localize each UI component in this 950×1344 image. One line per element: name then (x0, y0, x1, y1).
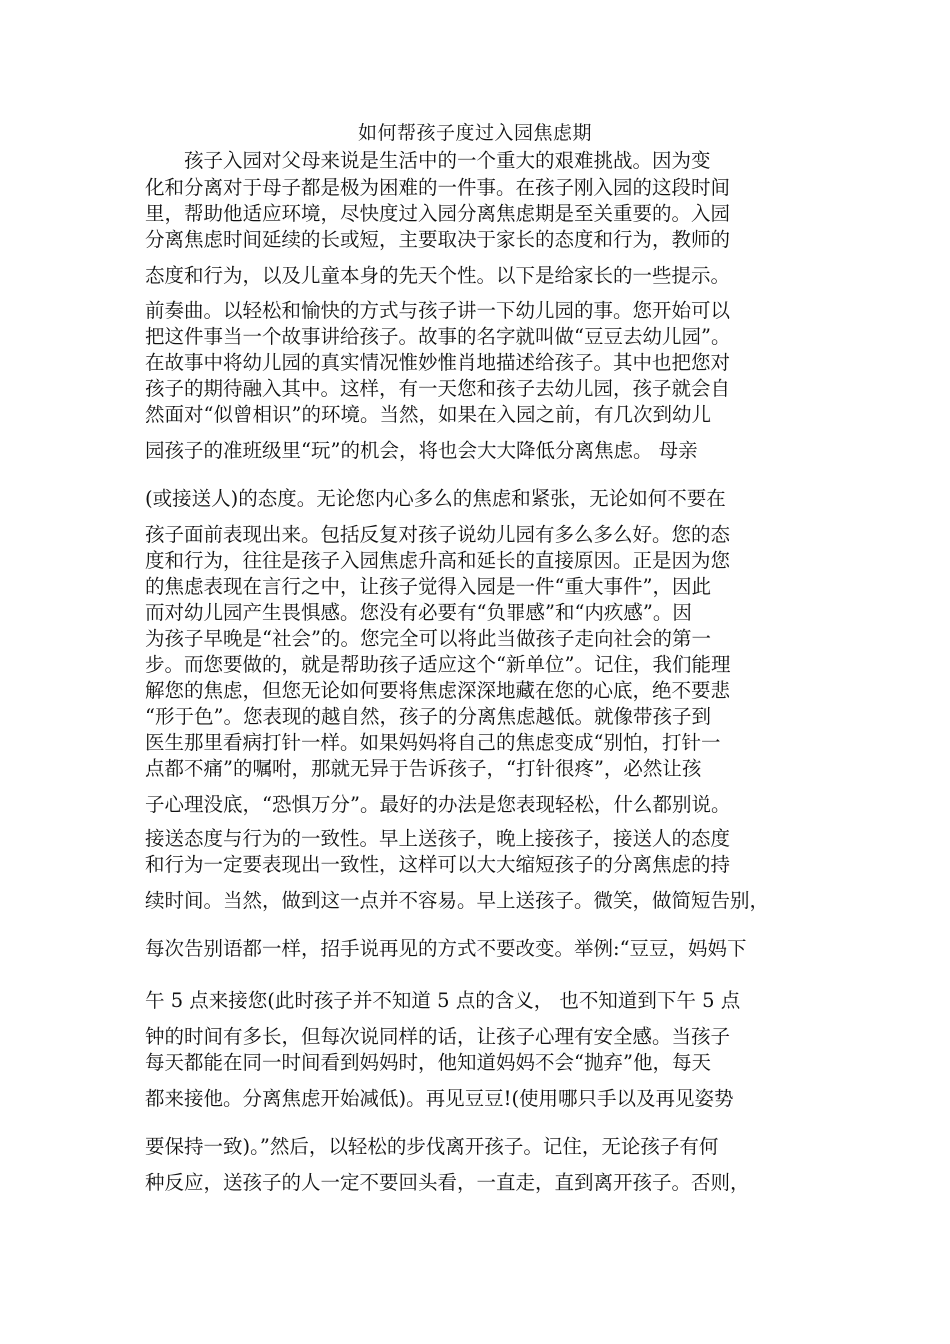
paragraph-line: 医生那里看病打针一样。如果妈妈将自己的焦虑变成“别怕，打针一 (145, 731, 721, 754)
paragraph-line: 为孩子早晚是“社会”的。您完全可以将此当做孩子走向社会的第一 (145, 627, 711, 650)
paragraph-line: 度和行为，往往是孩子入园焦虑升高和延长的直接原因。正是因为您 (145, 549, 731, 572)
paragraph-line: 在故事中将幼儿园的真实情况惟妙惟肖地描述给孩子。其中也把您对 (145, 351, 731, 374)
paragraph-line: 而对幼儿园产生畏惧感。您没有必要有“负罪感”和“内疚感”。因 (145, 601, 692, 624)
paragraph-line: 步。而您要做的，就是帮助孩子适应这个“新单位”。记住，我们能理 (145, 653, 731, 676)
paragraph-line: 园孩子的准班级里“玩”的机会，将也会大大降低分离焦虑。 母亲 (145, 439, 698, 462)
paragraph-line: 每天都能在同一时间看到妈妈时，他知道妈妈不会“抛弃”他，每天 (145, 1051, 711, 1074)
paragraph-line: 态度和行为，以及儿童本身的先天个性。以下是给家长的一些提示。 (145, 264, 731, 287)
paragraph-line: 午 5 点来接您(此时孩子并不知道 5 点的含义， 也不知道到下午 5 点 (145, 989, 741, 1012)
paragraph-line: 孩子入园对父母来说是生活中的一个重大的艰难挑战。因为变 (145, 149, 711, 172)
paragraph-line: 钟的时间有多长，但每次说同样的话，让孩子心理有安全感。当孩子 (145, 1025, 731, 1048)
paragraph-line: 孩子的期待融入其中。这样，有一天您和孩子去幼儿园，孩子就会自 (145, 377, 731, 400)
paragraph-line: 然面对“似曾相识”的环境。当然，如果在入园之前，有几次到幼儿 (145, 403, 711, 426)
paragraph-line: 把这件事当一个故事讲给孩子。故事的名字就叫做“豆豆去幼儿园”。 (145, 325, 731, 348)
paragraph-line: 解您的焦虑，但您无论如何要将焦虑深深地藏在您的心底，绝不要悲 (145, 679, 731, 702)
document-title: 如何帮孩子度过入园焦虑期 (357, 122, 592, 144)
paragraph-line: 种反应，送孩子的人一定不要回头看，一直走，直到离开孩子。否则， (145, 1171, 750, 1194)
paragraph-line: 点都不痛”的嘱咐，那就无异于告诉孩子，“打针很疼”，必然让孩 (145, 757, 702, 780)
paragraph-line: 化和分离对于母子都是极为困难的一件事。在孩子刚入园的这段时间 (145, 176, 731, 199)
paragraph-line: 里，帮助他适应环境，尽快度过入园分离焦虑期是至关重要的。入园 (145, 202, 731, 225)
paragraph-line: 每次告别语都一样，招手说再见的方式不要改变。举例:“豆豆，妈妈下 (145, 937, 747, 960)
paragraph-line: 接送态度与行为的一致性。早上送孩子，晚上接孩子，接送人的态度 (145, 827, 731, 850)
paragraph-line: 分离焦虑时间延续的长或短，主要取决于家长的态度和行为，教师的 (145, 228, 731, 251)
paragraph-line: “形于色”。您表现的越自然，孩子的分离焦虑越低。就像带孩子到 (145, 705, 711, 728)
paragraph-line: 孩子面前表现出来。包括反复对孩子说幼儿园有多么多么好。您的态 (145, 523, 731, 546)
paragraph-line: 要保持一致)。”然后，以轻松的步伐离开孩子。记住，无论孩子有何 (145, 1135, 719, 1158)
paragraph-line: 子心理没底，“恐惧万分”。最好的办法是您表现轻松，什么都别说。 (145, 793, 731, 816)
paragraph-line: 续时间。当然，做到这一点并不容易。早上送孩子。微笑，做简短告别， (145, 889, 770, 912)
paragraph-line: 和行为一定要表现出一致性，这样可以大大缩短孩子的分离焦虑的持 (145, 853, 731, 876)
paragraph-line: (或接送人)的态度。无论您内心多么的焦虑和紧张，无论如何不要在 (145, 487, 726, 510)
paragraph-line: 的焦虑表现在言行之中，让孩子觉得入园是一件“重大事件”，因此 (145, 575, 711, 598)
paragraph-line: 都来接他。分离焦虑开始减低)。再见豆豆!(使用哪只手以及再见姿势 (145, 1087, 734, 1110)
paragraph-line: 前奏曲。以轻松和愉快的方式与孩子讲一下幼儿园的事。您开始可以 (145, 299, 731, 322)
